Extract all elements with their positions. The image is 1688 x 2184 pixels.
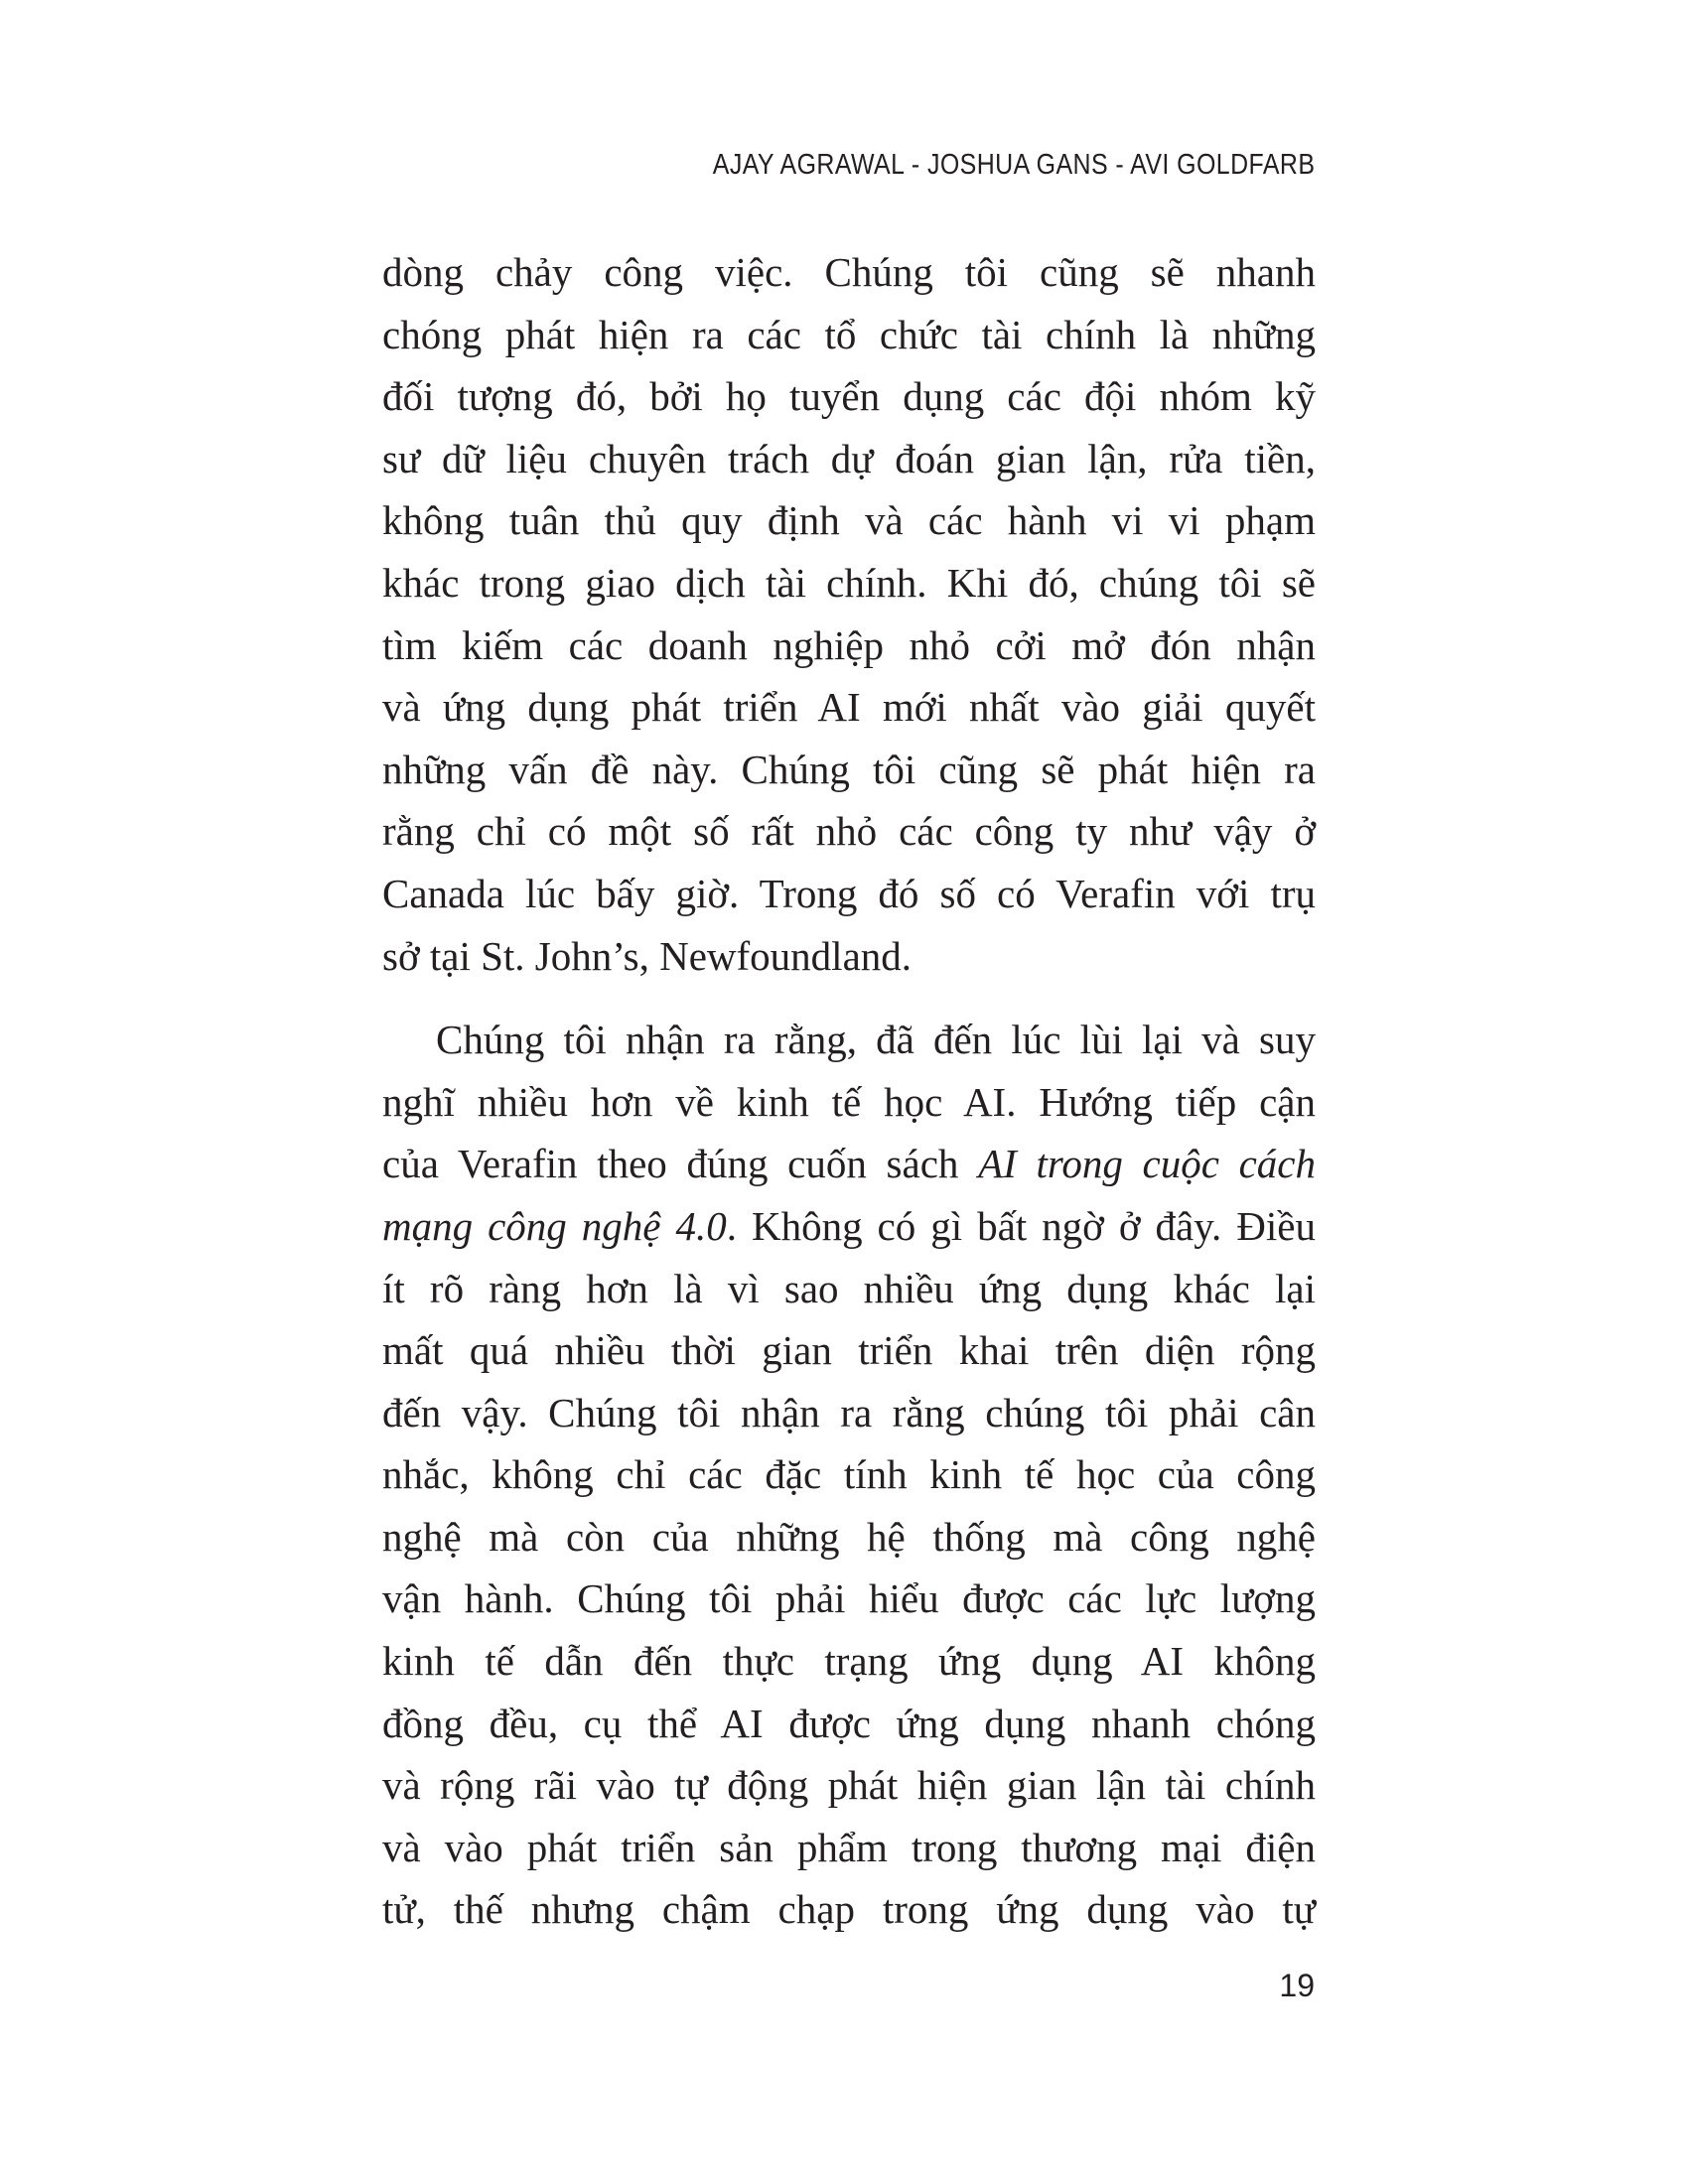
text-segment: khác trong giao dịch tài chính. Khi đó, chúng tôi sẽ bbox=[382, 559, 1316, 606]
text-segment: đồng đều, cụ thể AI được ứng dụng nhanh chóng bbox=[382, 1700, 1316, 1746]
text-line bbox=[382, 1693, 1316, 1755]
text-line bbox=[382, 1817, 1316, 1879]
text-line bbox=[382, 428, 1316, 490]
text-segment: nghĩ nhiều hơn về kinh tế học AI. Hướng tiếp cận bbox=[382, 1078, 1316, 1125]
paragraph bbox=[382, 1009, 1316, 1941]
italic-book-title: AI trong cuộc cách bbox=[978, 1141, 1316, 1187]
text-line bbox=[382, 1754, 1316, 1817]
text-segment: Chúng tôi nhận ra rằng, đã đến lúc lùi lại và suy bbox=[436, 1017, 1316, 1063]
text-line bbox=[382, 925, 1316, 988]
text-line bbox=[382, 1319, 1316, 1382]
text-segment: vận hành. Chúng tôi phải hiểu được các lực lượng bbox=[382, 1575, 1316, 1622]
text-line bbox=[382, 552, 1316, 614]
text-line bbox=[382, 304, 1316, 366]
text-line bbox=[382, 1568, 1316, 1630]
text-line bbox=[382, 800, 1316, 863]
text-segment: ít rõ ràng hơn là vì sao nhiều ứng dụng khác lại bbox=[382, 1265, 1316, 1311]
text-segment: Canada lúc bấy giờ. Trong đó số có Verafin với trụ bbox=[382, 870, 1316, 916]
text-line bbox=[382, 1382, 1316, 1444]
text-segment: không tuân thủ quy định và các hành vi vi phạm bbox=[382, 497, 1316, 544]
text-segment: kinh tế dẫn đến thực trạng ứng dụng AI không bbox=[382, 1638, 1316, 1685]
running-header-authors: AJAY AGRAWAL - JOSHUA GANS - AVI GOLDFARB bbox=[712, 149, 1315, 181]
text-line bbox=[382, 1258, 1316, 1320]
text-line bbox=[382, 614, 1316, 677]
text-segment: đến vậy. Chúng tôi nhận ra rằng chúng tôi phải cân bbox=[382, 1389, 1316, 1435]
text-line bbox=[382, 489, 1316, 552]
text-line bbox=[382, 1133, 1316, 1195]
text-segment: tử, thế nhưng chậm chạp trong ứng dụng vào tự bbox=[382, 1886, 1316, 1933]
body-text bbox=[382, 241, 1316, 1941]
text-segment: dòng chảy công việc. Chúng tôi cũng sẽ nhanh bbox=[382, 249, 1316, 295]
text-line bbox=[382, 1009, 1316, 1071]
text-segment: đối tượng đó, bởi họ tuyển dụng các đội nhóm kỹ bbox=[382, 373, 1316, 420]
text-line bbox=[382, 863, 1316, 925]
text-segment: và rộng rãi vào tự động phát hiện gian lận tài chính bbox=[382, 1762, 1316, 1809]
paragraph-gap bbox=[382, 987, 1316, 1009]
text-line bbox=[382, 1630, 1316, 1693]
text-segment: rằng chỉ có một số rất nhỏ các công ty như vậy ở bbox=[382, 808, 1316, 855]
text-segment: nhắc, không chỉ các đặc tính kinh tế học của công bbox=[382, 1451, 1316, 1498]
text-segment: chóng phát hiện ra các tổ chức tài chính là những bbox=[382, 311, 1316, 357]
page-number: 19 bbox=[1279, 1968, 1315, 2003]
text-line bbox=[382, 1443, 1316, 1506]
italic-book-title: mạng công nghệ 4.0 bbox=[382, 1202, 727, 1249]
text-line bbox=[382, 676, 1316, 739]
text-line bbox=[382, 1506, 1316, 1569]
paragraph bbox=[382, 241, 1316, 987]
text-line bbox=[382, 241, 1316, 304]
text-line bbox=[382, 739, 1316, 801]
text-line bbox=[382, 1878, 1316, 1941]
text-line bbox=[382, 1195, 1316, 1258]
text-segment: và ứng dụng phát triển AI mới nhất vào giải quyết bbox=[382, 684, 1316, 731]
text-segment: và vào phát triển sản phẩm trong thương mại điện bbox=[382, 1824, 1316, 1870]
text-segment: sư dữ liệu chuyên trách dự đoán gian lận, rửa tiền, bbox=[382, 435, 1316, 481]
text-segment: tìm kiếm các doanh nghiệp nhỏ cởi mở đón nhận bbox=[382, 621, 1316, 668]
text-segment: sở tại St. John’s, Newfoundland. bbox=[382, 932, 913, 979]
text-segment: những vấn đề này. Chúng tôi cũng sẽ phát hiện ra bbox=[382, 746, 1316, 792]
text-line bbox=[382, 1071, 1316, 1134]
text-segment: mất quá nhiều thời gian triển khai trên diện rộng bbox=[382, 1327, 1316, 1374]
text-segment: . Không có gì bất ngờ ở đây. Điều bbox=[726, 1202, 1316, 1249]
text-segment: nghệ mà còn của những hệ thống mà công nghệ bbox=[382, 1513, 1316, 1560]
text-line bbox=[382, 365, 1316, 428]
text-segment: của Verafin theo đúng cuốn sách bbox=[382, 1141, 979, 1187]
